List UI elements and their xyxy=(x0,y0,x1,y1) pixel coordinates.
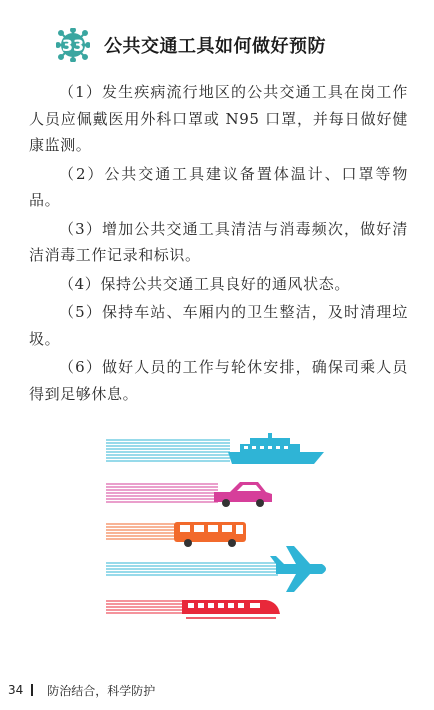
body-text xyxy=(29,79,408,409)
footer-divider xyxy=(31,684,33,696)
transport-illustration xyxy=(100,430,340,634)
bus-icon xyxy=(174,522,246,547)
car-row xyxy=(106,482,272,507)
train-row xyxy=(106,600,280,618)
paragraph-4: （4）保持公共交通工具良好的通风状态。 xyxy=(59,274,350,293)
ship-row xyxy=(106,433,324,464)
section-number: 33 xyxy=(61,35,85,55)
page-footer xyxy=(8,683,155,697)
paragraph-6: （6）做好人员的工作与轮休安排，确保司乘人员得到足够休息。 xyxy=(29,358,408,403)
page-number: 34 xyxy=(8,683,24,697)
paragraph-5: （5）保持车站、车厢内的卫生整洁，及时清理垃圾。 xyxy=(29,303,408,348)
train-icon xyxy=(182,600,280,618)
section-header xyxy=(56,28,326,62)
section-number-badge xyxy=(56,28,90,62)
section-title: 公共交通工具如何做好预防 xyxy=(104,36,326,57)
paragraph-2: （2）公共交通工具建议备置体温计、口罩等物品。 xyxy=(29,164,408,209)
paragraph-1: （1）发生疾病流行地区的公共交通工具在岗工作人员应佩戴医用外科口罩或 N95 口罩，并每日做好健康监测。 xyxy=(29,83,408,154)
bus-row xyxy=(106,522,246,547)
book-title: 防治结合，科学防护 xyxy=(47,683,156,698)
paragraph-3: （3）增加公共交通工具清洁与消毒频次，做好清洁消毒工作记录和标识。 xyxy=(29,219,408,264)
car-icon xyxy=(214,482,272,507)
airplane-icon xyxy=(270,546,326,592)
ship-icon xyxy=(228,433,324,464)
airplane-row xyxy=(106,546,326,592)
